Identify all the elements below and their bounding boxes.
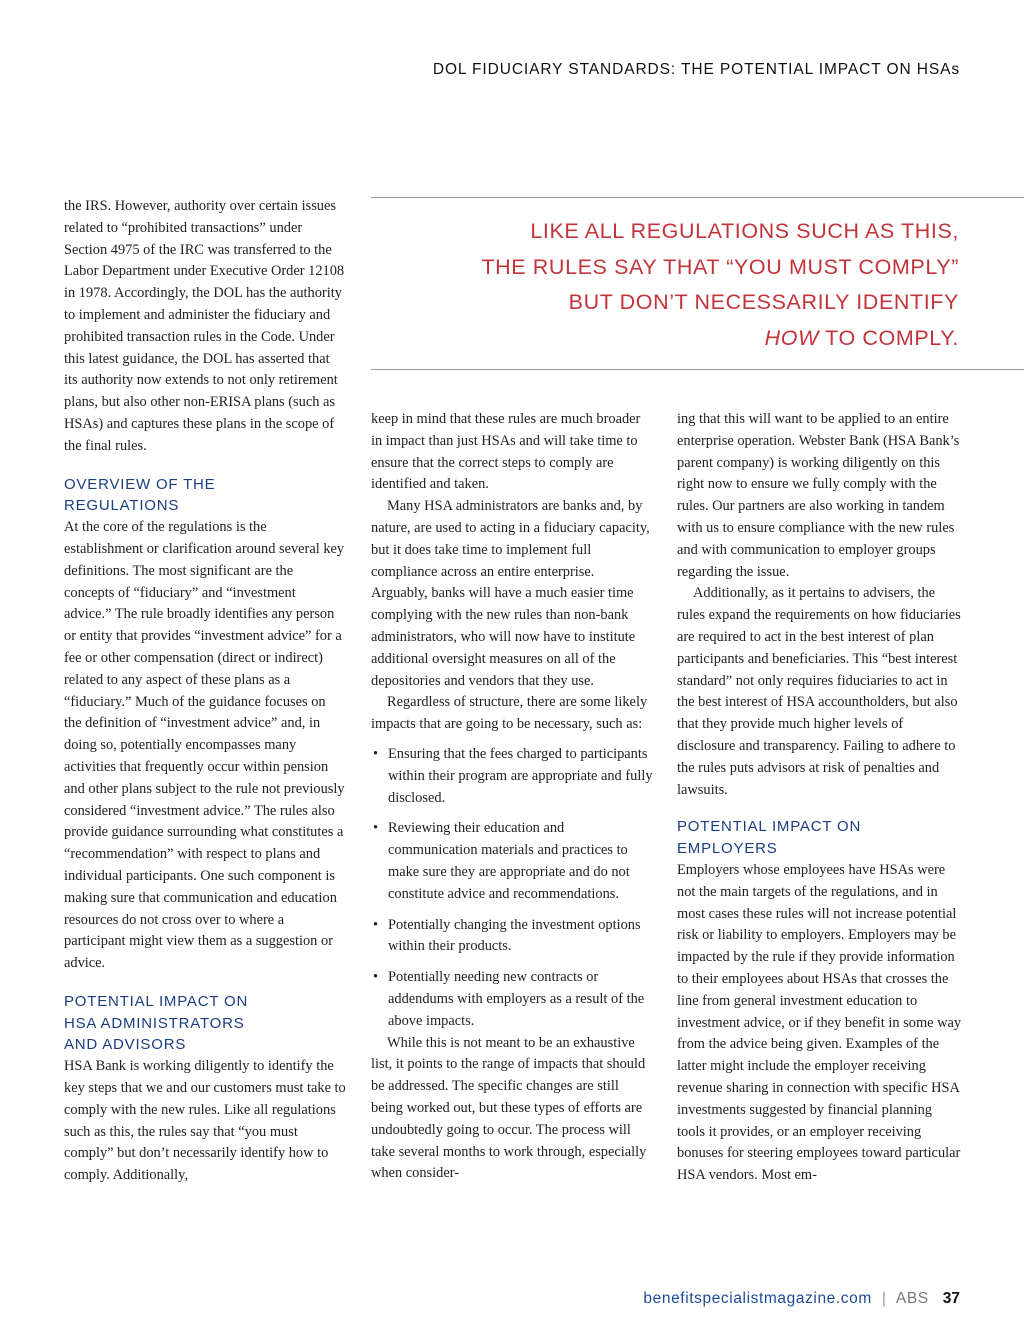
footer-magazine: ABS [895,1290,929,1307]
paragraph: While this is not meant to be an exhaustive list, it points to the range of impacts that should be addressed. The specific changes are still being worked out, but these types of efforts are undoubtedly going to occur. The process will take several months to work through, especially when consider- [371,1034,647,1182]
running-header: DOL FIDUCIARY STANDARDS: THE POTENTIAL IMPACT ON HSAs [432,61,960,78]
heading-line: HSA ADMINISTRATORS [64,1014,245,1032]
list-item-text: Reviewing their education and communication materials and practices to make sure they are appropriate and do not constitute advice and recommendations. [388,820,630,902]
list-item [371,818,653,905]
heading-line: EMPLOYERS [677,840,778,858]
column-1 [64,196,346,1187]
paragraph: HSA Bank is working diligently to identify the key steps that we and our customers must take to comply with the new rules. Like all regulations such as this, the rules say that “you must comply” but don’t necessarily identify how to comply. Additionally, [64,1058,346,1184]
footer-separator: | [881,1290,886,1307]
paragraph: keep in mind that these rules are much broader in impact than just HSAs and will take time to ensure that the correct steps to comply are identified and taken. [371,411,641,493]
list-item-text: Ensuring that the fees charged to participants within their program are appropriate and fully disclosed. [388,745,653,806]
column-2 [371,409,653,1185]
list-item [371,967,653,1032]
page-number: 37 [942,1290,960,1307]
column-3 [677,409,963,1187]
list-item-text: Potentially changing the investment options within their products. [388,916,641,955]
pull-quote-line-3: BUT DON’T NECESSARILY IDENTIFY [568,290,959,314]
pull-quote-line-1: LIKE ALL REGULATIONS SUCH AS THIS, [530,219,959,243]
paragraph: Additionally, as it pertains to advisers, the rules expand the requirements on how fiduciaries are required to act in the best interest of plan participants and beneficiaries. This “best interest standard” not only requires fiduciaries to act in the best interest of HSA accountholders, but also that they provide much higher levels of disclosure and transparency. Failing to adhere to the rules puts advisors at risk of penalties and lawsuits. [677,585,961,798]
bullet-icon: • [373,969,379,986]
bullet-icon: • [373,916,379,933]
bullet-icon: • [373,820,379,837]
section-heading-administrators [64,991,346,1056]
paragraph: the IRS. However, authority over certain issues related to “prohibited transactions” under Section 4975 of the IRC was transferred to the Labor Department under Executive Order 12108 in 1978. Accordingly, the DOL has the authority to implement and administer the fiduciary and prohibited transaction rules in the Code. Under this latest guidance, the DOL has asserted that its authority now extends to not only retirement plans, but also other non-ERISA plans (such as HSAs) and captures these plans in the scope of the final rules. [64,198,345,454]
paragraph: Many HSA administrators are banks and, by nature, are used to acting in a fiduciary capacity, but it does take time to implement full compliance across an entire enterprise. Arguably, banks will have a much easier time complying with the new rules than non-bank administrators, who will now have to institute additional oversight measures on all of the depositories and vendors that they use. [371,498,650,689]
pull-quote-line-2: THE RULES SAY THAT “YOU MUST COMPLY” [481,254,959,279]
pull-quote [371,214,959,356]
heading-line: POTENTIAL IMPACT ON [677,818,862,836]
footer-site-link[interactable]: benefitspecialistmagazine.com [643,1290,872,1307]
list-item [371,744,653,809]
heading-line: POTENTIAL IMPACT ON [64,992,249,1010]
list-item [371,915,653,959]
page-footer [643,1290,960,1308]
heading-line: AND ADVISORS [64,1036,187,1054]
section-heading-employers [677,816,963,860]
list-item-text: Potentially needing new contracts or addendums with employers as a result of the above impacts. [388,969,645,1029]
pull-quote-line-4 [371,321,959,357]
section-heading-overview [64,474,346,518]
paragraph: Regardless of structure, there are some likely impacts that are going to be necessary, such as: [371,694,648,733]
pull-quote-bottom-rule [371,369,1024,370]
pull-quote-top-rule [371,197,1024,198]
paragraph: Employers whose employees have HSAs were not the main targets of the regulations, and in most cases these rules will not increase potential risk or liability to employers. Employers may be impacted by the rule if they provide information to their employees about HSAs that crosses the line from general investment education to investment advice, or if they benefit in some way from the advice being given. Examples of the latter might include the employer receiving revenue sharing in connection with specific HSA investments suggested by financial planning tools it provides, or an employer receiving bonuses for steering employees toward particular HSA vendors. Most em- [677,861,962,1184]
paragraph: At the core of the regulations is the establishment or clarification around several key definitions. The most significant are the concepts of “fiduciary” and “investment advice.” The rule broadly identifies any person or entity that provides “investment advice” for a fee or other compensation (direct or indirect) related to any aspect of these plans as a “fiduciary.” Much of the guidance focuses on the definition of “investment advice” and, in doing so, potentially encompasses many activities that frequently occur within pension and other plans subject to the rule not previously considered “investment advice.” The rules also provide guidance surrounding what constitutes a “recommendation” with respect to plans and individual participants. One such component is making sure that communication and education resources do not cross over to where a participant might view them as a suggestion or advice. [64,519,345,972]
impact-list [371,744,653,1033]
heading-line: OVERVIEW OF THE [64,475,216,493]
paragraph: ing that this will want to be applied to an entire enterprise operation. Webster Bank (HSA Bank’s parent company) is working diligently on this right now to ensure we fully comply with the rules. Our partners are also working in tandem with us to ensure compliance with the new rules and with communication to employer groups regarding the issue. [677,411,960,580]
pull-quote-emphasis: HOW [764,325,819,350]
heading-line: REGULATIONS [64,497,180,515]
bullet-icon: • [373,745,379,762]
pull-quote-line-4-rest: TO COMPLY. [818,325,959,350]
